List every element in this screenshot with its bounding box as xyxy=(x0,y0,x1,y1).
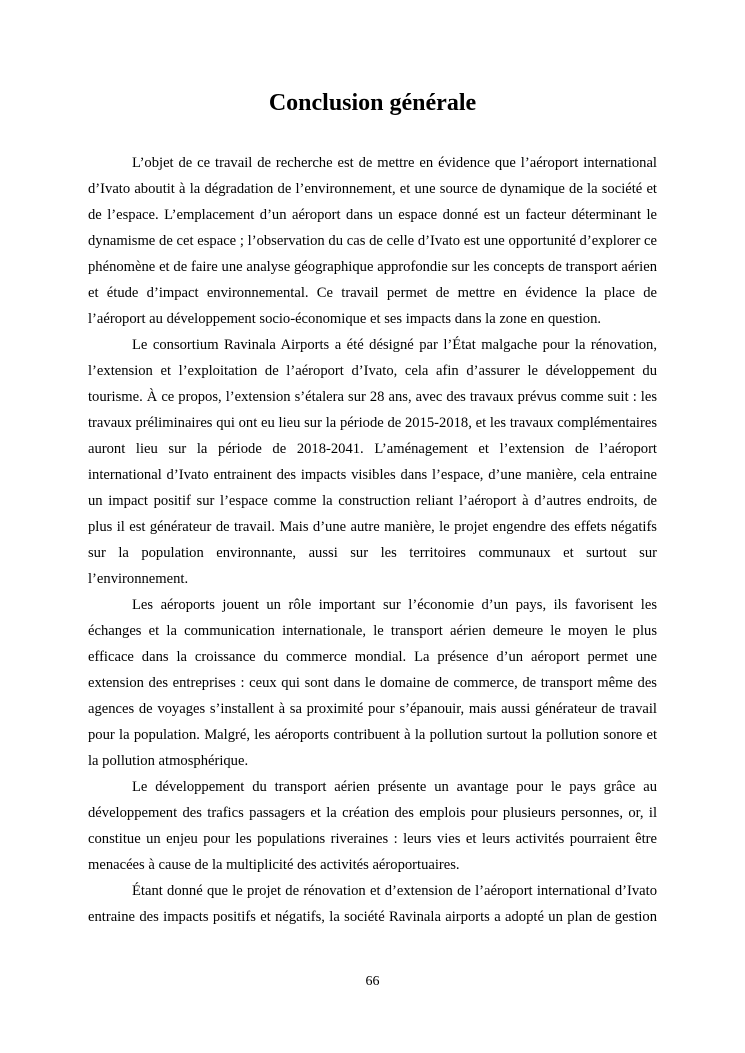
paragraph-1: L’objet de ce travail de recherche est de mettre en évidence que l’aéroport international d’Ivato aboutit à la dégradation de l’environnement, et une source de dynamique de la société et de l’espace. L’emplacement d’un aéroport dans un espace donné est un facteur déterminant le dynamisme de cet espace ; l’observation du cas de celle d’Ivato est une opportunité d’explorer ce phénomène et de faire une analyse géographique approfondie sur les concepts de transport aérien et étude d’impact environnemental. Ce travail permet de mettre en évidence la place de l’aéroport au développement socio-économique et ses impacts dans la zone en question. xyxy=(88,155,657,327)
paragraph-2: Le consortium Ravinala Airports a été désigné par l’État malgache pour la rénovation, l’extension et l’exploitation de l’aéroport d’Ivato, cela afin d’assurer le développement du tourisme. À ce propos, l’extension s’étalera sur 28 ans, avec des travaux prévus comme suit : les travaux préliminaires qui ont eu lieu sur la période de 2015-2018, et les travaux complémentaires auront lieu sur la période de 2018-2041. L’aménagement et l’extension de l’aéroport international d’Ivato entrainent des impacts visibles dans l’espace, d’une manière, cela entraine un impact positif sur l’espace comme la construction reliant l’aéroport à d’autres endroits, de plus il est générateur de travail. Mais d’une autre manière, le projet engendre des effets négatifs sur la population environnante, aussi sur les territoires communaux et surtout sur l’environnement. xyxy=(88,337,657,587)
page-title: Conclusion générale xyxy=(268,90,477,116)
body-text xyxy=(88,150,657,930)
paragraph-3: Les aéroports jouent un rôle important sur l’économie d’un pays, ils favorisent les échanges et la communication internationale, le transport aérien demeure le moyen le plus efficace dans la croissance du commerce mondial. La présence d’un aéroport permet une extension des entreprises : ceux qui sont dans le domaine de commerce, de transport même des agences de voyages s’installent à sa proximité pour s’épanouir, mais aussi générateur de travail pour la population. Malgré, les aéroports contribuent à la pollution surtout la pollution sonore et la pollution atmosphérique. xyxy=(88,597,657,769)
paragraph-5: Étant donné que le projet de rénovation et d’extension de l’aéroport international d’Ivato entraine des impacts positifs et négatifs, la société Ravinala airports a adopté un plan de gestion xyxy=(88,883,657,925)
paragraph-4: Le développement du transport aérien présente un avantage pour le pays grâce au développement des trafics passagers et la création des emplois pour plusieurs personnes, or, il constitue un enjeu pour les populations riveraines : leurs vies et leurs activités pourraient être menacées à cause de la multiplicité des activités aéroportuaires. xyxy=(88,779,657,873)
page-number: 66 xyxy=(365,974,380,989)
